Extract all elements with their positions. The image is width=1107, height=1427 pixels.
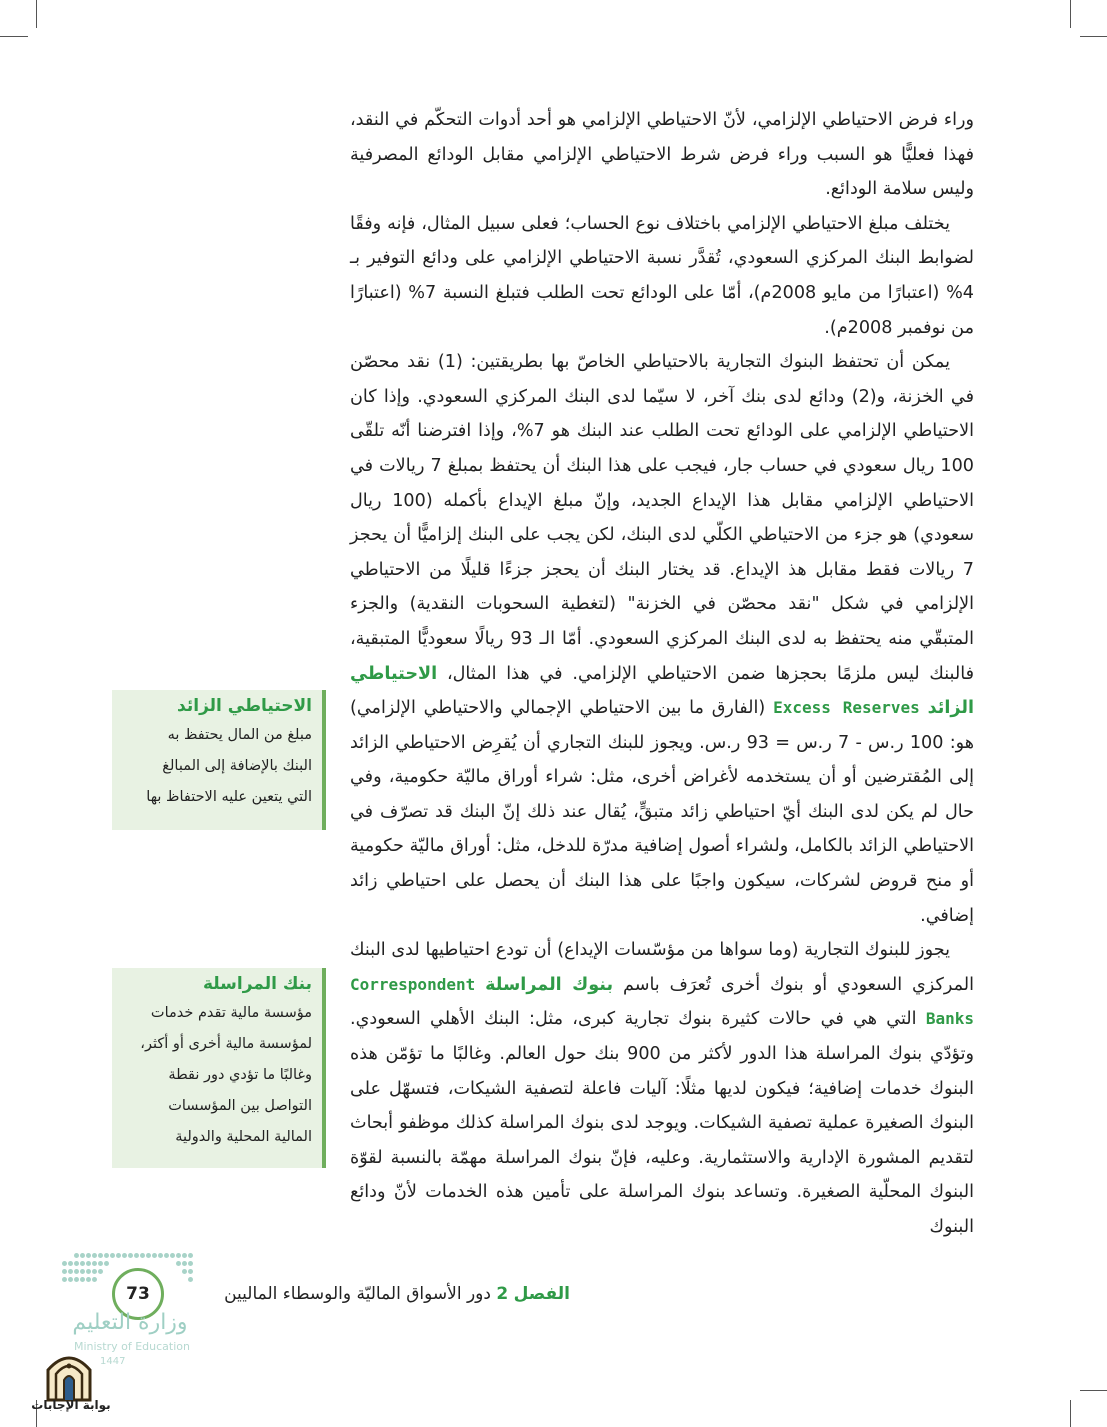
logo-dot: [62, 1261, 67, 1266]
main-text-column: [350, 103, 974, 1245]
term-english: Correspondent Banks: [350, 974, 974, 1029]
logo-dot: [188, 1261, 193, 1266]
logo-dot: [98, 1253, 103, 1258]
crop-mark: [36, 0, 37, 28]
crop-mark: [1070, 0, 1071, 28]
text-run: يختلف مبلغ الاحتياطي الإلزامي باختلاف نوع الحساب؛ فعلى سبيل المثال، فإنه وفقًا لضوابط البنك المركزي السعودي، تُقدَّر نسبة الاحتياطي الإلزامي على ودائع التوفير بـ 4% (اعتبارًا من مايو 2008م)، أمّا على الودائع تحت الطلب فتبلغ النسبة 7% (اعتبارًا من نوفمبر 2008م).: [350, 213, 974, 338]
chapter-number: 2: [496, 1284, 509, 1304]
logo-dot: [62, 1269, 67, 1274]
chapter-footer: [190, 1278, 570, 1310]
logo-dot: [92, 1277, 97, 1282]
logo-dot: [68, 1269, 73, 1274]
logo-dot: [104, 1261, 109, 1266]
term-arabic: الاحتياطي الزائد: [350, 663, 974, 719]
logo-dot: [104, 1253, 109, 1258]
crop-mark: [1070, 1400, 1071, 1427]
page-number: 73: [112, 1268, 164, 1320]
text-run: وراء فرض الاحتياطي الإلزامي، لأنّ الاحتياطي الإلزامي هو أحد أدوات التحكّم في النقد، فهذا فعليًّا هو السبب وراء فرض شرط الاحتياطي الإلزامي مقابل الودائع المصرفية وليس سلامة الودائع.: [350, 110, 974, 200]
text-run: يمكن أن تحتفظ البنوك التجارية بالاحتياطي الخاصّ بها بطريقتين: (1) نقد محصّن في الخزنة، و(2) ودائع لدى بنك آخر، لا سيّما لدى البنك المركزي السعودي. وإذا كان الاحتياطي الإلزامي على الودائع تحت الطلب عند البنك هو 7%، وإذا افترضنا أنّه تلقّى 100 ريال سعودي في حساب جار، فيجب على هذا البنك أن يحتفظ بمبلغ 7 ريالات في الاحتياطي الإلزامي مقابل هذا الإيداع الجديد، وإنّ مبلغ الإيداع بأكمله (100 ريال سعودي) هو جزء من الاحتياطي الكلّي لدى البنك، لكن يجب على البنك إلزاميًّا أن يحجز 7 ريالات فقط مقابل هذ الإيداع. قد يختار البنك أن يحجز جزءًا قليلًا من الاحتياطي الإلزامي في شكل "نقد محصّن في الخزنة" (لتغطية السحوبات النقدية) والجزء المتبقّي منه يحتفظ به لدى البنك المركزي السعودي. أمّا الـ 93 ريالًا سعوديًّا المتبقية، فالبنك ليس ملزمًا بحجزها ضمن الاحتياطي الإلزامي. في هذا المثال،: [350, 352, 974, 684]
body-paragraph: [350, 207, 974, 345]
logo-dot: [80, 1269, 85, 1274]
logo-dot: [176, 1261, 181, 1266]
logo-dot: [110, 1253, 115, 1258]
answers-gate-logo-icon: [44, 1350, 94, 1402]
logo-dot: [122, 1253, 127, 1258]
body-paragraph: [350, 103, 974, 207]
sidebar-line: وغالبًا ما تؤدي دور نقطة: [168, 1067, 312, 1083]
logo-dot: [92, 1253, 97, 1258]
logo-dot: [68, 1277, 73, 1282]
term-arabic: بنوك المراسلة: [485, 974, 614, 995]
logo-dot: [182, 1253, 187, 1258]
logo-dot: [134, 1253, 139, 1258]
answers-gate-text: بوابة الإجابات: [31, 1398, 111, 1412]
text-run: [920, 698, 928, 718]
crop-mark: [1080, 1390, 1107, 1391]
logo-dot: [140, 1253, 145, 1258]
logo-dot: [182, 1269, 187, 1274]
term-english: Excess Reserves: [773, 698, 920, 718]
logo-dot: [176, 1253, 181, 1258]
logo-dot: [68, 1261, 73, 1266]
crop-mark: [0, 36, 28, 37]
logo-dot: [86, 1277, 91, 1282]
sidebar-line: مبلغ من المال يحتفظ به: [167, 727, 312, 743]
text-run: [475, 975, 485, 995]
logo-dot: [74, 1269, 79, 1274]
logo-dot: [62, 1277, 67, 1282]
sidebar-line: البنك بالإضافة إلى المبالغ: [162, 758, 312, 774]
sidebar-line: التي يتعين عليه الاحتفاظ بها: [146, 789, 312, 805]
logo-dot: [74, 1277, 79, 1282]
text-run: (الفارق ما بين الاحتياطي الإجمالي والاحتياطي الإلزامي) هو: 100 ر.س - 7 ر.س = 93 ر.س. ويجوز للبنك التجاري أن يُقرِض الاحتياطي الزائد إلى المُقترضين أو أن يستخدمه لأغراض أخرى، مثل: شراء أوراق ماليّة حكومية، وفي حال لم يكن لدى البنك أيّ احتياطي زائد متبقٍّ، يُقال عند ذلك إنّ البنك قد تصرّف في الاحتياطي الزائد بالكامل، ولشراء أصول إضافية مدرّة للدخل، مثل: أوراق ماليّة حكومية أو منح قروض لشركات، سيكون واجبًا على هذا البنك أن يحصل على احتياطي زائد إضافي.: [350, 698, 974, 926]
logo-dot: [92, 1269, 97, 1274]
logo-dot: [74, 1261, 79, 1266]
body-paragraph: [350, 345, 974, 933]
logo-dot: [158, 1253, 163, 1258]
logo-dot: [128, 1253, 133, 1258]
sidebar-title: الاحتياطي الزائد: [177, 696, 312, 716]
ministry-year: 1447: [100, 1356, 126, 1367]
logo-dot: [164, 1253, 169, 1258]
logo-dot: [92, 1261, 97, 1266]
text-run: التي هي في حالات كثيرة بنوك تجارية كبرى، مثل: البنك الأهلي السعودي. وتؤدّي بنوك المراسلة هذا الدور لأكثر من 900 بنك حول العالم. وغالبًا ما تؤمّن هذه البنوك خدمات إضافية؛ فيكون لديها مثلًا: آليات فاعلة لتصفية الشيكات، فتسهّل على البنوك الصغيرة عملية تصفية الشيكات. ويوجد لدى بنوك المراسلة كذلك موظفو أبحاث لتقديم المشورة الإدارية والاستثمارية. وعليه، فإنّ بنوك المراسلة مهمّة بالنسبة لقوّة البنوك المحلّية الصغيرة. وتساعد بنوك المراسلة على تأمين هذه الخدمات لأنّ ودائع البنوك: [350, 1009, 975, 1237]
sidebar-line: لمؤسسة مالية أخرى أو أكثر،: [140, 1036, 312, 1052]
logo-dot: [98, 1269, 103, 1274]
logo-dot: [170, 1253, 175, 1258]
sidebar-line: التواصل بين المؤسسات: [168, 1098, 312, 1114]
chapter-word: الفصل: [513, 1284, 570, 1304]
sidebar-definition-correspondent-bank: [112, 968, 326, 1168]
logo-dot: [152, 1253, 157, 1258]
logo-dot: [80, 1253, 85, 1258]
chapter-title: دور الأسواق الماليّة والوسطاء الماليين: [224, 1284, 491, 1304]
crop-mark: [1080, 36, 1107, 37]
ministry-name-arabic: وزارة التعليم: [72, 1310, 188, 1335]
ministry-name-english: Ministry of Education: [73, 1340, 190, 1353]
body-paragraph: [350, 933, 974, 1244]
logo-dot: [116, 1253, 121, 1258]
sidebar-title: بنك المراسلة: [202, 974, 312, 994]
sidebar-line: المالية المحلية والدولية: [175, 1129, 312, 1145]
logo-dot: [146, 1253, 151, 1258]
logo-dot: [86, 1269, 91, 1274]
logo-dot: [188, 1269, 193, 1274]
logo-dot: [80, 1261, 85, 1266]
sidebar-definition-excess-reserves: [112, 690, 326, 830]
logo-dot: [188, 1253, 193, 1258]
logo-dot: [86, 1253, 91, 1258]
logo-dot: [182, 1261, 187, 1266]
logo-dot: [80, 1277, 85, 1282]
logo-dot: [74, 1253, 79, 1258]
sidebar-line: مؤسسة مالية تقدم خدمات: [150, 1005, 312, 1021]
logo-dot: [98, 1261, 103, 1266]
text-run: يجوز للبنوك التجارية (وما سواها من مؤسّسات الإيداع) أن تودع احتياطيها لدى البنك المركزي السعودي أو بنوك أخرى تُعرَف باسم: [350, 940, 974, 995]
logo-dot: [86, 1261, 91, 1266]
